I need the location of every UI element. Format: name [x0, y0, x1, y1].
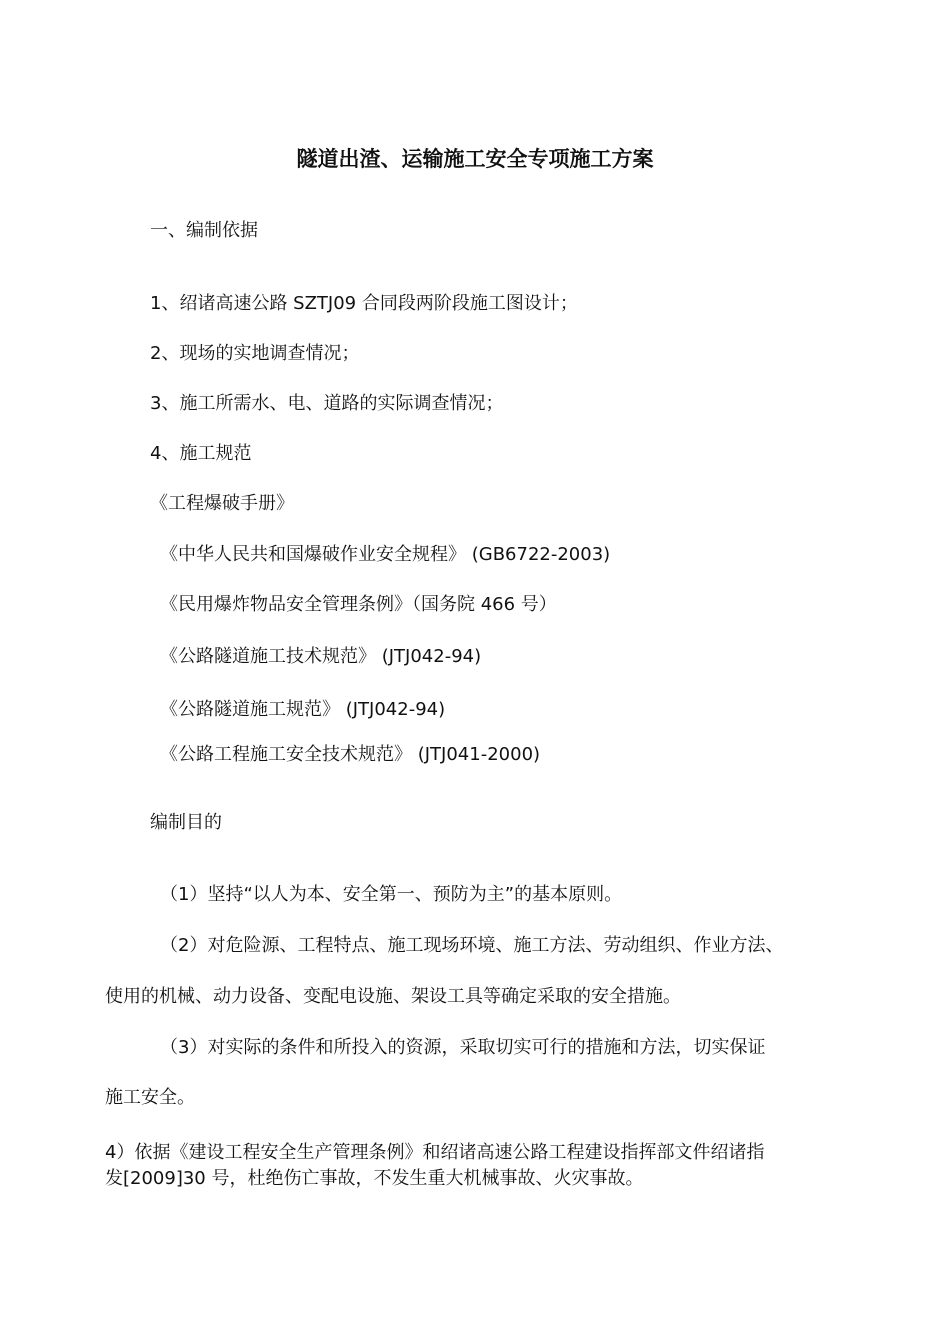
- standard-item: 《工程爆破手册》: [150, 493, 294, 514]
- section-heading-purpose: 编制目的: [150, 812, 222, 833]
- purpose-paragraph-continued: 施工安全。: [105, 1087, 195, 1108]
- basis-item: 2、现场的实地调查情况；: [150, 343, 360, 364]
- standard-item: 《公路隧道施工技术规范》 (JTJ042-94): [160, 646, 482, 667]
- standard-item: 《中华人民共和国爆破作业安全规程》 (GB6722-2003): [160, 544, 611, 565]
- purpose-paragraph-continued: 使用的机械、动力设备、变配电设施、架设工具等确定采取的安全措施。: [105, 986, 681, 1007]
- section-heading-basis: 一、编制依据: [150, 220, 258, 241]
- standard-item: 《公路隧道施工规范》 (JTJ042-94): [160, 699, 446, 720]
- purpose-paragraph-continued: 发[2009]30 号，杜绝伤亡事故，不发生重大机械事故、火灾事故。: [105, 1168, 644, 1189]
- purpose-paragraph: 4）依据《建设工程安全生产管理条例》和绍诸高速公路工程建设指挥部文件绍诸指: [105, 1142, 765, 1163]
- basis-item: 4、施工规范: [150, 443, 252, 464]
- standard-item: 《公路工程施工安全技术规范》 (JTJ041-2000): [160, 744, 541, 765]
- standard-item: 《民用爆炸物品安全管理条例》（国务院 466 号）: [160, 594, 557, 615]
- document-title: 隧道出渣、运输施工安全专项施工方案: [296, 147, 654, 171]
- purpose-paragraph: （1）坚持“以人为本、安全第一、预防为主”的基本原则。: [160, 884, 623, 905]
- basis-item: 1、绍诸高速公路 SZTJ09 合同段两阶段施工图设计；: [150, 293, 578, 314]
- basis-item: 3、施工所需水、电、道路的实际调查情况；: [150, 393, 504, 414]
- purpose-paragraph: （2）对危险源、工程特点、施工现场环境、施工方法、劳动组织、作业方法、: [160, 935, 784, 956]
- purpose-paragraph: （3）对实际的条件和所投入的资源，采取切实可行的措施和方法，切实保证: [160, 1037, 766, 1058]
